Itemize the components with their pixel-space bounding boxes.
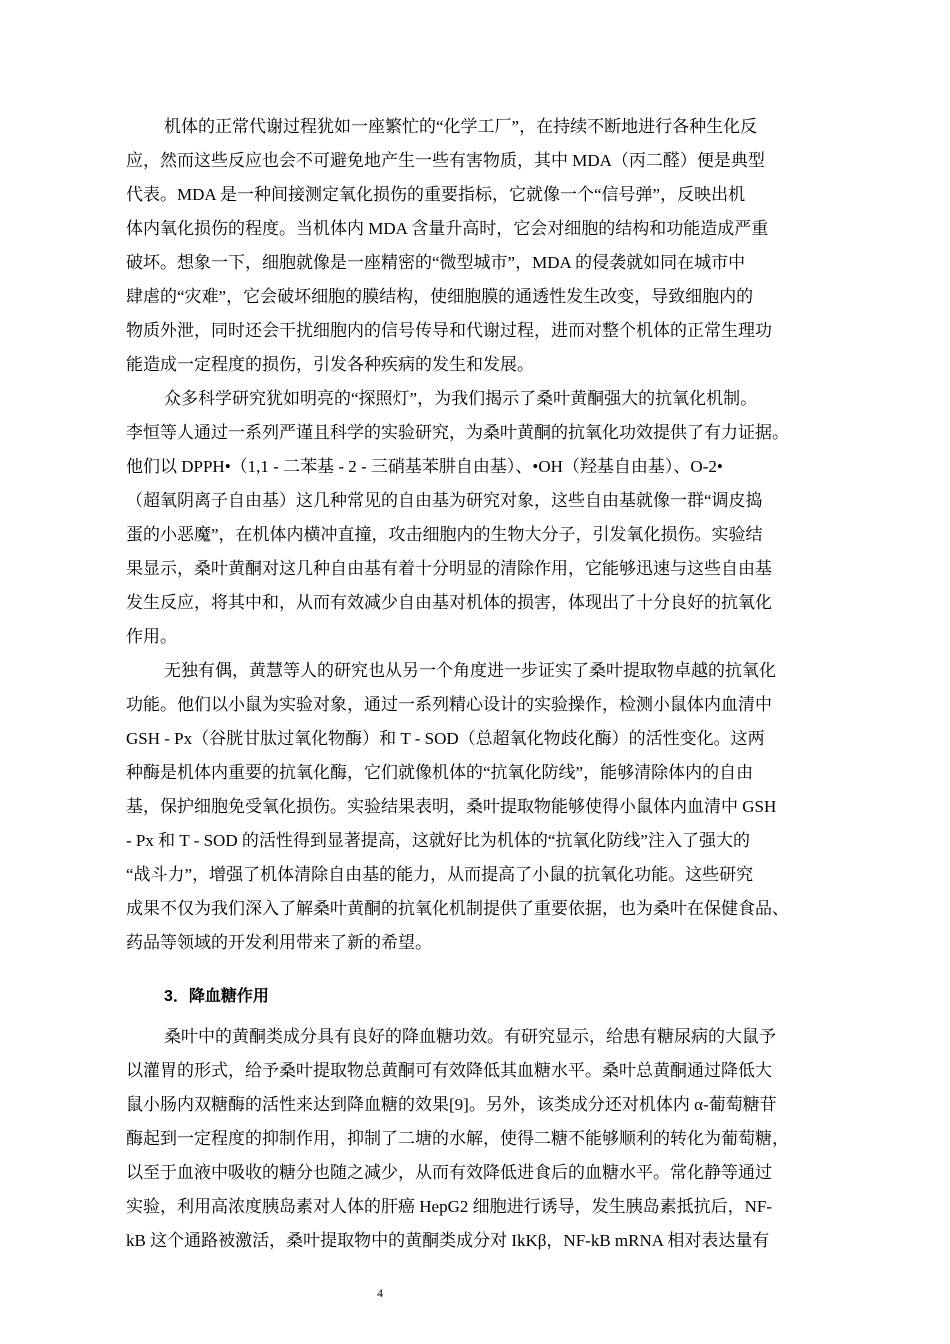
paragraph-line: （超氧阴离子自由基）这几种常见的自由基为研究对象，这些自由基就像一群“调皮捣 (126, 491, 763, 510)
paragraph-line: 桑叶中的黄酮类成分具有良好的降血糖功效。有研究显示，给患有糖尿病的大鼠予 (164, 1027, 776, 1046)
paragraph-line: 破坏。想象一下，细胞就像是一座精密的“微型城市”，MDA 的侵袭就如同在城市中 (126, 253, 746, 272)
paragraph-line: 机体的正常代谢过程犹如一座繁忙的“化学工厂”，在持续不断地进行各种生化反 (164, 117, 758, 136)
paragraph-line: “战斗力”，增强了机体清除自由基的能力，从而提高了小鼠的抗氧化功能。这些研究 (126, 865, 754, 884)
paragraph-line: 作用。 (126, 627, 177, 646)
page-number: 4 (377, 1286, 383, 1300)
paragraph-line: 种酶是机体内重要的抗氧化酶，它们就像机体的“抗氧化防线”，能够清除体内的自由 (126, 763, 754, 782)
paragraph-line: 功能。他们以小鼠为实验对象，通过一系列精心设计的实验操作，检测小鼠体内血清中 (126, 695, 772, 714)
paragraph-line: 应，然而这些反应也会不可避免地产生一些有害物质，其中 MDA（丙二醛）便是典型 (126, 151, 765, 170)
paragraph-line: 他们以 DPPH•（1,1 - 二苯基 - 2 - 三硝基苯肼自由基）、•OH（羟基自由基）、O-2• (126, 457, 723, 476)
paragraph-line: 物质外泄，同时还会干扰细胞内的信号传导和代谢过程，进而对整个机体的正常生理功 (126, 321, 772, 340)
paragraph-line: 成果不仅为我们深入了解桑叶黄酮的抗氧化机制提供了重要依据，也为桑叶在保健食品、 (126, 899, 789, 918)
paragraph-line: 酶起到一定程度的抑制作用，抑制了二塘的水解，使得二糖不能够顺利的转化为葡萄糖， (126, 1129, 789, 1148)
paragraph-line: 肆虐的“灾难”，它会破坏细胞的膜结构，使细胞膜的通透性发生改变，导致细胞内的 (126, 287, 754, 306)
paragraph-line: 基，保护细胞免受氧化损伤。实验结果表明，桑叶提取物能够使得小鼠体内血清中 GSH (126, 797, 777, 816)
paragraph-mda (126, 110, 864, 382)
paragraph-line: 李恒等人通过一系列严谨且科学的实验研究，为桑叶黄酮的抗氧化功效提供了有力证据。 (126, 423, 789, 442)
paragraph-line: 药品等领域的开发利用带来了新的希望。 (126, 933, 432, 952)
document-body (126, 110, 864, 1258)
paragraph-line: 实验，利用高浓度胰岛素对人体的肝癌 HepG2 细胞进行诱导，发生胰岛素抵抗后，NF- (126, 1197, 772, 1216)
paragraph-mouse-study (126, 654, 864, 960)
paragraph-line: kB 这个通路被激活，桑叶提取物中的黄酮类成分对 IkKβ，NF-kB mRNA 相对表达量有 (126, 1231, 770, 1250)
paragraph-line: 蛋的小恶魔”，在机体内横冲直撞，攻击细胞内的生物大分子，引发氧化损伤。实验结 (126, 525, 763, 544)
paragraph-line: - Px 和 T - SOD 的活性得到显著提高，这就好比为机体的“抗氧化防线”注入了强大的 (126, 831, 750, 850)
paragraph-line: 发生反应，将其中和，从而有效减少自由基对机体的损害，体现出了十分良好的抗氧化 (126, 593, 772, 612)
section-heading: 3．降血糖作用 (164, 988, 269, 1005)
paragraph-line: 体内氧化损伤的程度。当机体内 MDA 含量升高时，它会对细胞的结构和功能造成严重 (126, 219, 769, 238)
paragraph-line: 代表。MDA 是一种间接测定氧化损伤的重要指标，它就像一个“信号弹”，反映出机 (126, 185, 746, 204)
paragraph-line: GSH - Px（谷胱甘肽过氧化物酶）和 T - SOD（总超氧化物歧化酶）的活性变化。这两 (126, 729, 765, 748)
paragraph-line: 果显示，桑叶黄酮对这几种自由基有着十分明显的清除作用，它能够迅速与这些自由基 (126, 559, 772, 578)
paragraph-blood-sugar (126, 1020, 864, 1258)
paragraph-line: 能造成一定程度的损伤，引发各种疾病的发生和发展。 (126, 355, 534, 374)
paragraph-line: 以至于血液中吸收的糖分也随之减少，从而有效降低进食后的血糖水平。常化静等通过 (126, 1163, 772, 1182)
paragraph-line: 无独有偶，黄慧等人的研究也从另一个角度进一步证实了桑叶提取物卓越的抗氧化 (164, 661, 776, 680)
paragraph-line: 鼠小肠内双糖酶的活性来达到降血糖的效果[9]。另外，该类成分还对机体内 α-葡萄糖苷 (126, 1095, 777, 1114)
paragraph-line: 众多科学研究犹如明亮的“探照灯”，为我们揭示了桑叶黄酮强大的抗氧化机制。 (164, 389, 758, 408)
paragraph-antioxidant-mechanism (126, 382, 864, 654)
paragraph-line: 以灌胃的形式，给予桑叶提取物总黄酮可有效降低其血糖水平。桑叶总黄酮通过降低大 (126, 1061, 772, 1080)
